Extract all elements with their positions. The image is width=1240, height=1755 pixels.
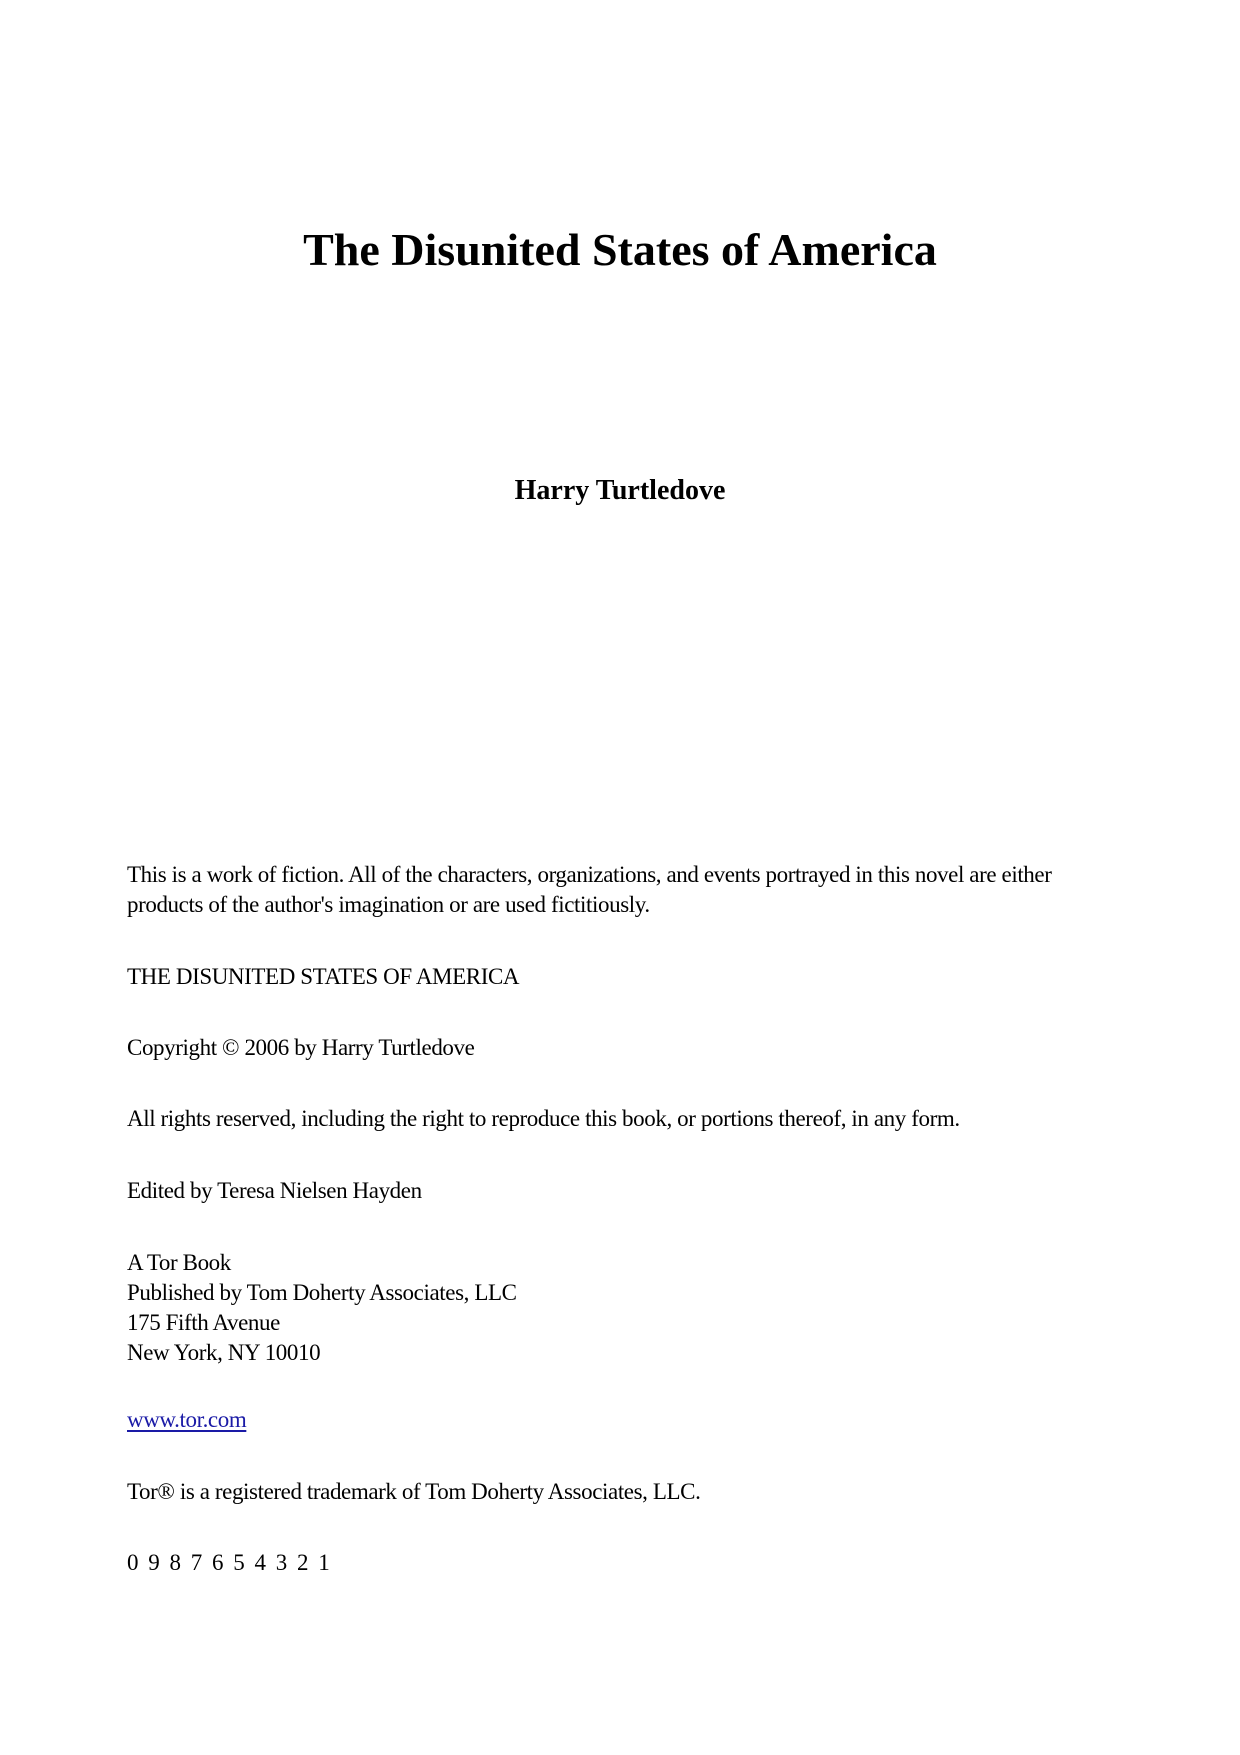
fiction-notice-line-2: products of the author's imagination or are used fictitiously. [127, 892, 650, 917]
printing-line: 0 9 8 7 6 5 4 3 2 1 [127, 1550, 332, 1575]
publisher-street: 175 Fifth Avenue [127, 1310, 280, 1335]
website-paragraph [127, 1405, 1127, 1435]
fiction-notice-line-1: This is a work of fiction. All of the characters, organizations, and events portrayed in this novel are either [127, 862, 1052, 887]
book-title: The Disunited States of America [303, 224, 937, 275]
publisher-block [127, 1248, 1127, 1368]
website-link[interactable]: www.tor.com [127, 1407, 247, 1432]
fiction-notice [127, 860, 1127, 920]
copyright-notice: Copyright © 2006 by Harry Turtledove [127, 1035, 475, 1060]
publisher-city: New York, NY 10010 [127, 1340, 321, 1365]
author-name: Harry Turtledove [514, 475, 726, 506]
editor-credit: Edited by Teresa Nielsen Hayden [127, 1178, 422, 1203]
rights-notice: All rights reserved, including the right to reproduce this book, or portions thereof, in any form. [127, 1106, 960, 1131]
publisher-imprint: A Tor Book [127, 1250, 231, 1275]
book-title-caps: THE DISUNITED STATES OF AMERICA [127, 964, 520, 989]
publisher-name: Published by Tom Doherty Associates, LLC [127, 1280, 517, 1305]
trademark-notice: Tor® is a registered trademark of Tom Doherty Associates, LLC. [127, 1479, 701, 1504]
